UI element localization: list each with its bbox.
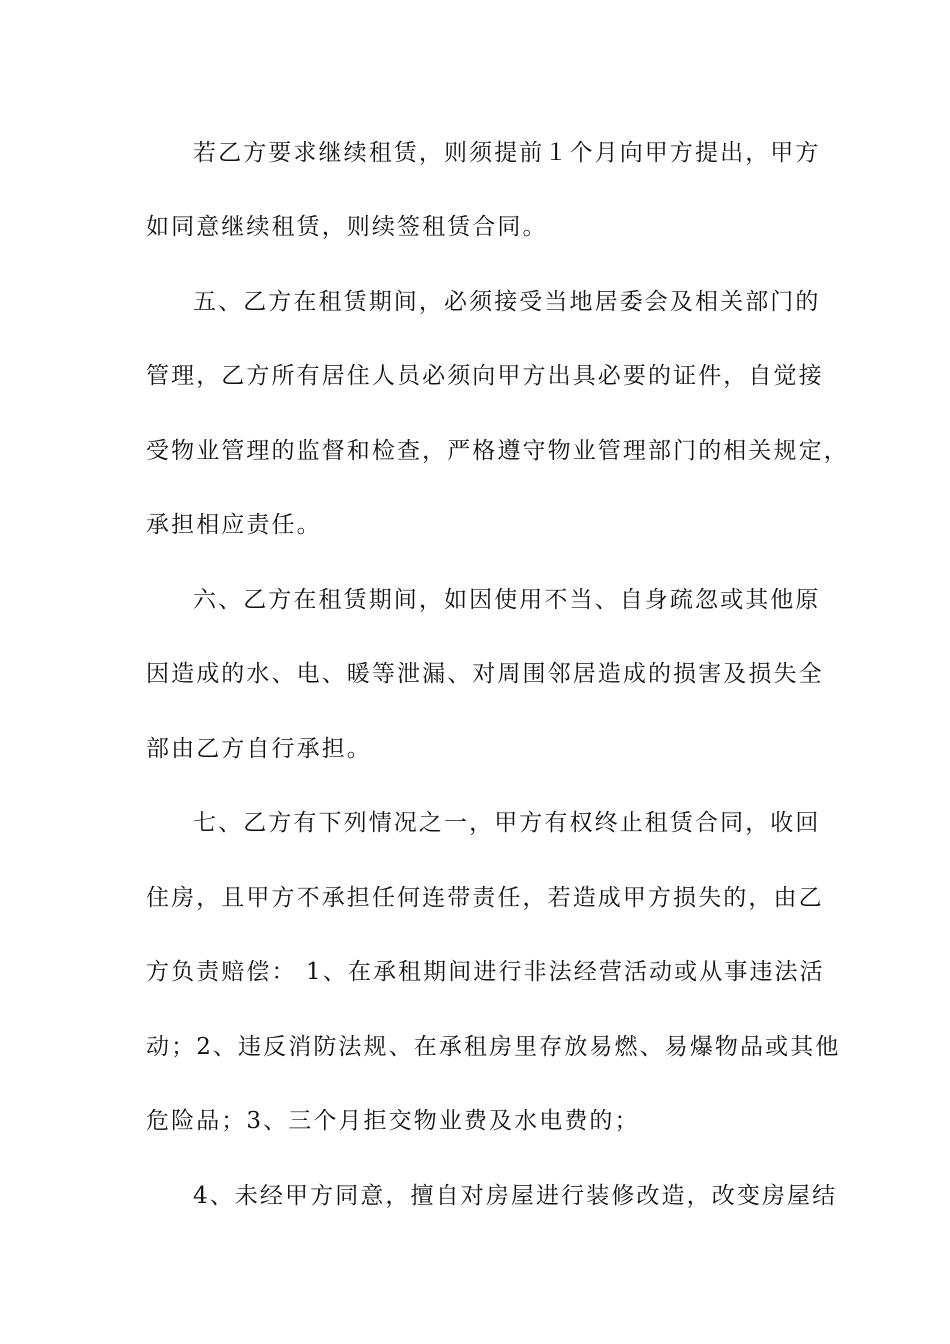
text-line: 如同意继续租赁，则续签租赁合同。 bbox=[146, 214, 548, 240]
text-line: 4、未经甲方同意，擅自对房屋进行装修改造，改变房屋结 bbox=[193, 1183, 838, 1209]
text-line: 危险品；3、三个月拒交物业费及水电费的； bbox=[146, 1108, 640, 1134]
text-line: 因造成的水、电、暖等泄漏、对周围邻居造成的损害及损失全 bbox=[146, 661, 824, 687]
text-line: 承担相应责任。 bbox=[146, 512, 322, 538]
text-line: 七、乙方有下列情况之一，甲方有权终止租赁合同，收回 bbox=[193, 810, 821, 836]
text-line: 动；2、违反消防法规、在承租房里存放易燃、易爆物品或其他 bbox=[146, 1034, 841, 1060]
text-line: 五、乙方在租赁期间，必须接受当地居委会及相关部门的 bbox=[193, 289, 821, 315]
text-line: 住房，且甲方不承担任何连带责任，若造成甲方损失的，由乙 bbox=[146, 885, 824, 911]
text-line: 部由乙方自行承担。 bbox=[146, 736, 372, 762]
text-line: 方负责赔偿： 1、在承租期间进行非法经营活动或从事违法活 bbox=[146, 959, 825, 985]
text-line: 受物业管理的监督和检查，严格遵守物业管理部门的相关规定， bbox=[146, 438, 849, 464]
text-line: 管理，乙方所有居住人员必须向甲方出具必要的证件，自觉接 bbox=[146, 363, 824, 389]
text-line: 若乙方要求继续租赁，则须提前１个月向甲方提出，甲方 bbox=[193, 140, 821, 166]
text-line: 六、乙方在租赁期间，如因使用不当、自身疏忽或其他原 bbox=[193, 587, 821, 613]
